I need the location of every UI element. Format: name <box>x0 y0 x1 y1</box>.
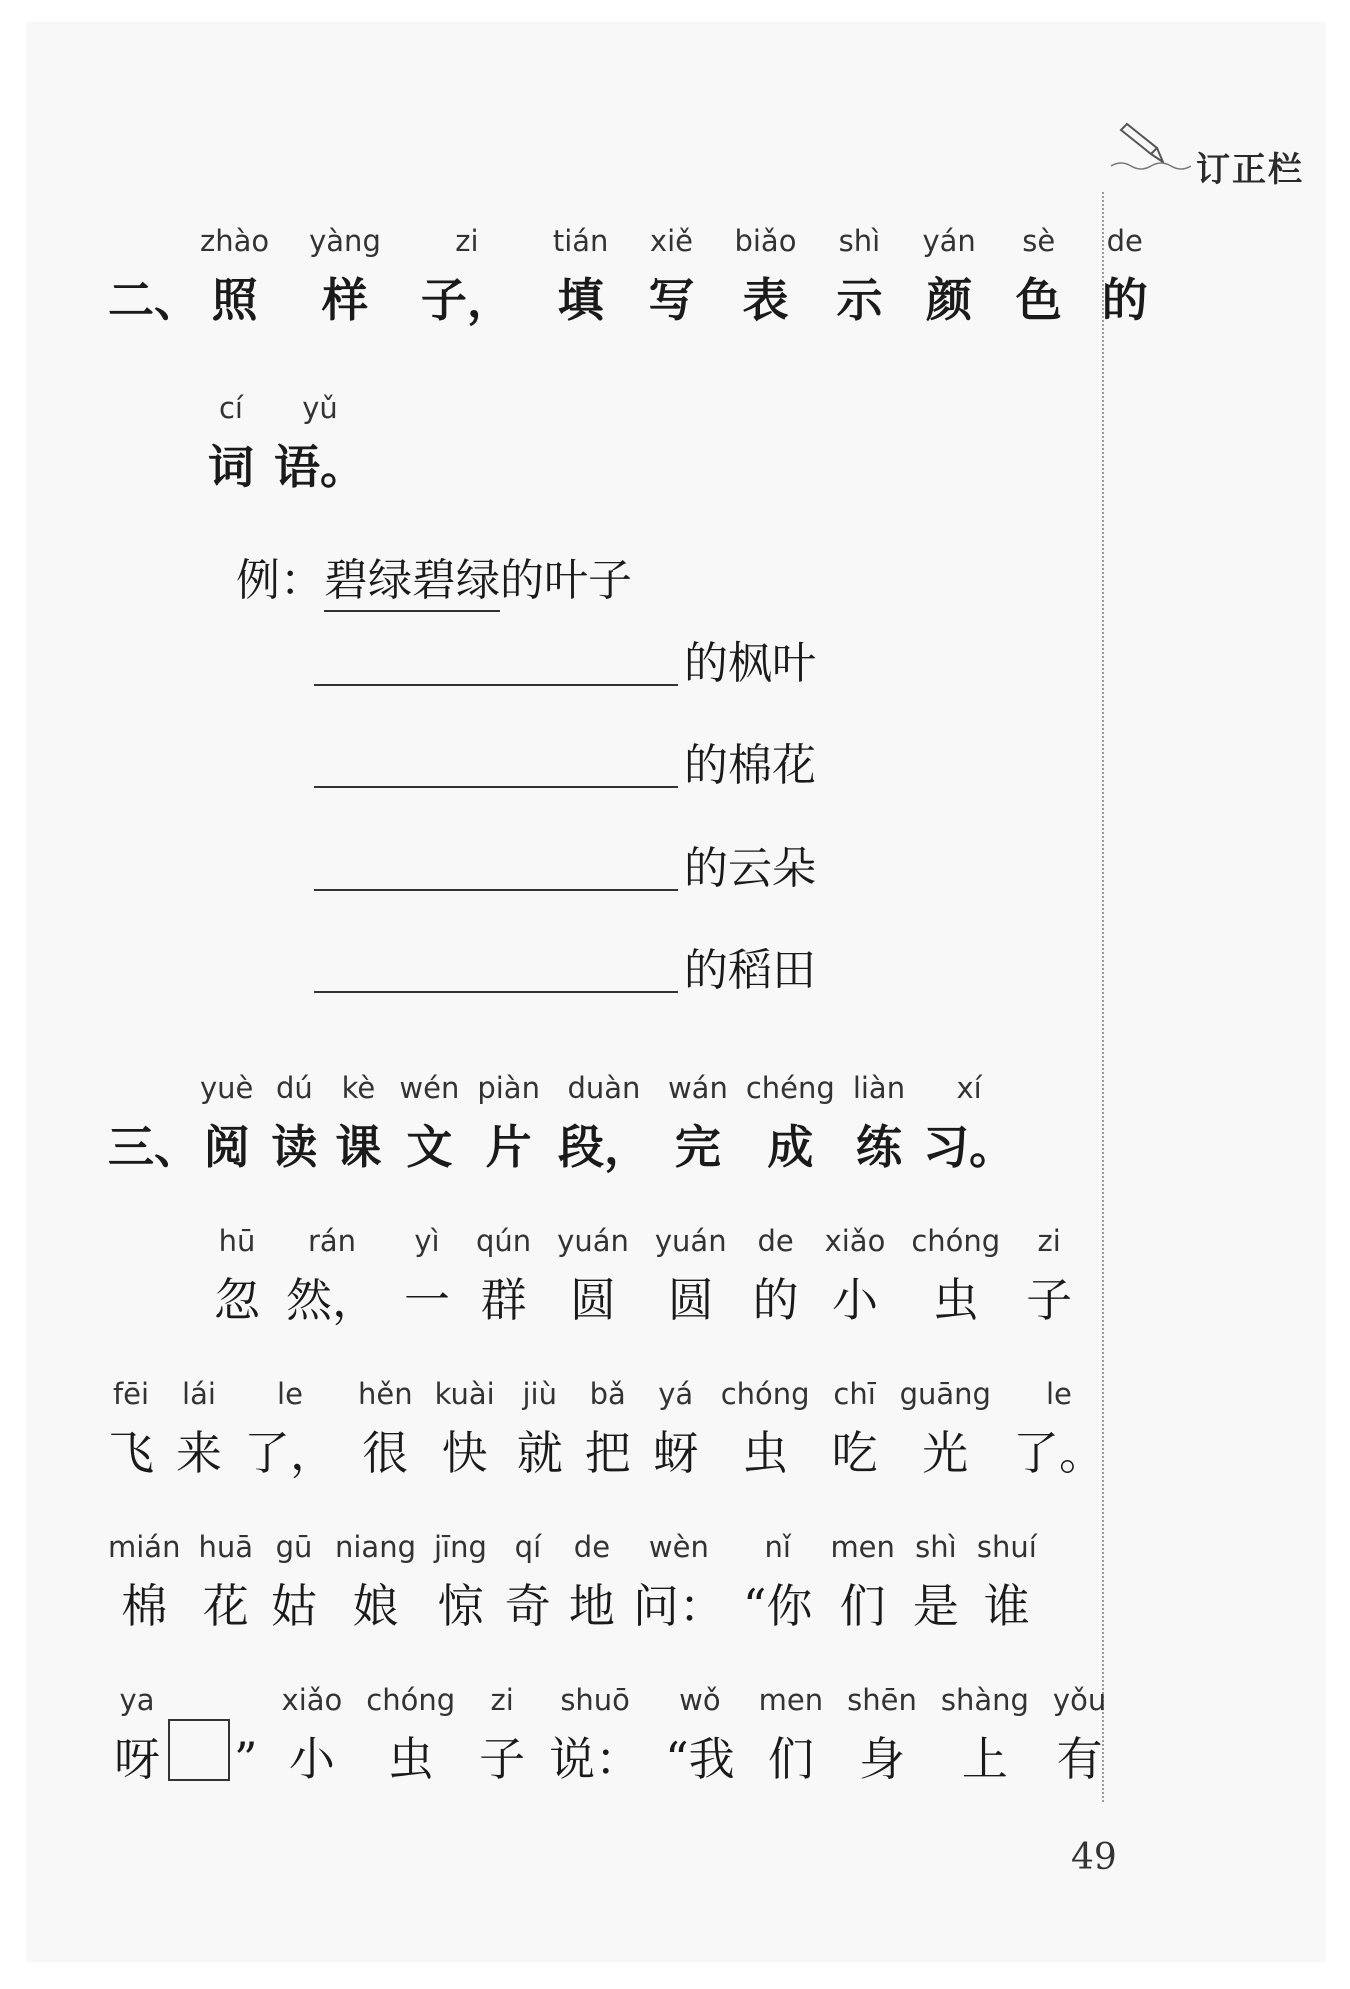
pinyin: shēn <box>847 1683 917 1717</box>
pinyin: wèn <box>648 1530 709 1564</box>
syllable <box>434 1530 487 1633</box>
pinyin: de <box>573 1530 611 1564</box>
hanzi: 片 <box>485 1120 532 1174</box>
pinyin: yuán <box>557 1224 629 1258</box>
pinyin: yǔ <box>302 391 338 425</box>
syllable <box>200 1071 254 1174</box>
hanzi: 飞 <box>108 1426 154 1480</box>
blank-suffix: 的云朵 <box>684 843 816 894</box>
section2-line1 <box>108 224 1188 327</box>
blank-maple[interactable] <box>314 638 816 689</box>
syllable <box>742 1530 813 1633</box>
syllable <box>847 1683 917 1786</box>
syllable <box>836 224 883 327</box>
syllable <box>176 1377 222 1480</box>
hanzi: 忽 <box>214 1273 260 1327</box>
hanzi: 虫 <box>932 1273 979 1327</box>
pinyin: piàn <box>477 1071 540 1105</box>
pinyin: kè <box>341 1071 376 1105</box>
hanzi: 词 <box>208 440 254 494</box>
pinyin: biǎo <box>734 224 797 258</box>
syllable <box>234 1686 258 1785</box>
pinyin: shuí <box>976 1530 1037 1564</box>
syllable <box>244 1377 336 1480</box>
syllable <box>274 391 366 494</box>
pinyin: dú <box>275 1071 313 1105</box>
pinyin: guāng <box>899 1377 991 1411</box>
hanzi: 示 <box>836 273 883 327</box>
answer-blank[interactable] <box>314 947 678 993</box>
passage-line1 <box>214 1224 1098 1327</box>
hanzi: 上 <box>961 1732 1008 1786</box>
pinyin: bǎ <box>589 1377 626 1411</box>
pinyin: chī <box>833 1377 876 1411</box>
hanzi: 来 <box>176 1426 222 1480</box>
pinyin: yǒu <box>1052 1683 1107 1717</box>
syllable <box>758 1683 824 1786</box>
pinyin: yuán <box>654 1224 727 1258</box>
hanzi: 完 <box>674 1120 721 1174</box>
example-underlined: 碧绿碧绿 <box>324 544 500 612</box>
section3-title <box>108 1071 1033 1174</box>
hanzi: 蚜 <box>652 1426 699 1480</box>
syllable <box>404 1224 450 1327</box>
hanzi: 虫 <box>742 1426 789 1480</box>
correction-column-title: 订正栏 <box>1196 150 1304 190</box>
pinyin: yuè <box>200 1071 254 1105</box>
pinyin: jīng <box>434 1530 487 1564</box>
hanzi: 有 <box>1056 1732 1103 1786</box>
hanzi: 习。 <box>923 1120 1016 1174</box>
syllable <box>1052 1683 1107 1786</box>
syllable <box>1012 1377 1105 1480</box>
pinyin: huā <box>198 1530 253 1564</box>
pinyin: cí <box>218 391 243 425</box>
hanzi: 表 <box>742 273 789 327</box>
hanzi: 圆 <box>667 1273 714 1327</box>
pinyin: wán <box>667 1071 728 1105</box>
example-rest: 的叶子 <box>500 555 632 606</box>
syllable <box>912 1530 959 1633</box>
syllable <box>568 1530 615 1633</box>
hanzi: 课 <box>335 1120 382 1174</box>
syllable <box>358 1377 413 1480</box>
syllable <box>899 1377 991 1480</box>
hanzi: 一 <box>404 1273 450 1327</box>
hanzi: 的 <box>1101 273 1148 327</box>
syllable <box>516 1377 563 1480</box>
syllable <box>504 1530 551 1633</box>
syllable <box>648 224 695 327</box>
hanzi: 姑 <box>271 1579 317 1633</box>
pinyin: gū <box>275 1530 313 1564</box>
passage-line2 <box>108 1377 1127 1480</box>
hanzi: 圆 <box>570 1273 617 1327</box>
pinyin: yì <box>414 1224 440 1258</box>
hanzi: 照 <box>211 273 258 327</box>
pinyin: yán <box>922 224 976 258</box>
pinyin: niang <box>335 1530 416 1564</box>
hanzi: 就 <box>516 1426 563 1480</box>
syllable <box>667 1071 728 1174</box>
pinyin: wén <box>399 1071 460 1105</box>
pinyin: sè <box>1022 224 1056 258</box>
hanzi: 了， <box>244 1426 336 1480</box>
syllable <box>830 1530 895 1633</box>
syllable <box>852 1071 906 1174</box>
hanzi: 段， <box>557 1120 650 1174</box>
hanzi: 棉 <box>121 1579 168 1633</box>
hanzi: 小 <box>288 1732 335 1786</box>
blank-cloud[interactable] <box>314 843 816 894</box>
syllable <box>476 1224 532 1327</box>
hanzi: 群 <box>480 1273 527 1327</box>
blank-suffix: 的稻田 <box>684 945 816 996</box>
hanzi: 子 <box>1026 1273 1073 1327</box>
pinyin: xiǎo <box>824 1224 886 1258</box>
syllable <box>271 1071 318 1174</box>
syllable <box>584 1377 631 1480</box>
syllable <box>752 1224 799 1327</box>
punctuation-answer-box[interactable] <box>168 1719 230 1781</box>
syllable <box>1101 224 1148 327</box>
pinyin: de <box>757 1224 794 1258</box>
pinyin: liàn <box>852 1071 906 1105</box>
hanzi: 写 <box>648 273 695 327</box>
pinyin: zi <box>490 1683 514 1717</box>
pinyin: rán <box>307 1224 357 1258</box>
blank-suffix: 的枫叶 <box>684 638 816 689</box>
syllable <box>1015 224 1062 327</box>
pinyin: shàng <box>940 1683 1029 1717</box>
passage-line4 <box>114 1683 1130 1786</box>
hanzi: 光 <box>922 1426 969 1480</box>
pinyin: jiù <box>522 1377 557 1411</box>
syllable <box>734 224 797 327</box>
pinyin: zhào <box>200 224 270 258</box>
hanzi: 把 <box>584 1426 631 1480</box>
syllable <box>1026 1224 1073 1327</box>
page-number: 49 <box>1071 1837 1117 1878</box>
pinyin: chóng <box>720 1377 810 1411</box>
blank-suffix: 的棉花 <box>684 740 816 791</box>
answer-blank[interactable] <box>314 742 678 788</box>
pinyin: men <box>830 1530 895 1564</box>
hanzi: 的 <box>752 1273 799 1327</box>
syllable <box>720 1377 810 1480</box>
pinyin: kuài <box>434 1377 495 1411</box>
pinyin: xí <box>956 1071 982 1105</box>
syllable <box>745 1071 835 1174</box>
syllable <box>399 1071 460 1174</box>
syllable <box>335 1530 416 1633</box>
syllable <box>108 1377 154 1480</box>
syllable <box>434 1377 495 1480</box>
pinyin: le <box>1046 1377 1072 1411</box>
syllable <box>335 1071 382 1174</box>
hanzi: 地 <box>568 1579 615 1633</box>
pinyin: fēi <box>112 1377 150 1411</box>
syllable <box>214 1224 260 1327</box>
hanzi: 练 <box>855 1120 902 1174</box>
hanzi: “你 <box>742 1579 813 1633</box>
syllable <box>557 1071 650 1174</box>
hanzi: 说： <box>549 1732 642 1786</box>
pinyin: le <box>277 1377 303 1411</box>
hanzi: 语。 <box>274 440 366 494</box>
hanzi: 填 <box>557 273 604 327</box>
hanzi: 子 <box>479 1732 526 1786</box>
hanzi: 了。 <box>1012 1426 1105 1480</box>
syllable <box>477 1071 540 1174</box>
hanzi: 问： <box>632 1579 725 1633</box>
pinyin: qí <box>514 1530 542 1564</box>
pinyin: zi <box>455 224 479 258</box>
blank-paddy[interactable] <box>314 945 816 996</box>
hanzi: 虫 <box>387 1732 434 1786</box>
syllable <box>922 224 976 327</box>
hanzi: 很 <box>362 1426 409 1480</box>
hanzi: 成 <box>767 1120 814 1174</box>
pinyin: qún <box>476 1224 532 1258</box>
hanzi: 花 <box>202 1579 249 1633</box>
hanzi: 奇 <box>504 1579 551 1633</box>
workbook-page <box>26 22 1326 1962</box>
syllable <box>557 1224 629 1327</box>
syllable <box>208 391 254 494</box>
hanzi: 们 <box>839 1579 886 1633</box>
hanzi: 惊 <box>437 1579 484 1633</box>
hanzi: “我 <box>665 1732 735 1786</box>
pinyin: hū <box>218 1224 256 1258</box>
section2-number: 二、 <box>108 273 200 327</box>
section2-line2 <box>208 391 386 494</box>
passage-syllable: ya 呀 <box>114 1683 160 1786</box>
answer-blank[interactable] <box>314 845 678 891</box>
syllable <box>665 1683 735 1786</box>
hanzi: 子， <box>420 273 513 327</box>
syllable <box>911 1224 1001 1327</box>
example-line <box>236 544 632 612</box>
hanzi: 色 <box>1015 273 1062 327</box>
syllable <box>549 1683 642 1786</box>
syllable <box>479 1683 526 1786</box>
hanzi: 文 <box>406 1120 453 1174</box>
syllable <box>824 1224 886 1327</box>
syllable <box>552 224 609 327</box>
hanzi: 身 <box>859 1732 905 1786</box>
pinyin: duàn <box>567 1071 641 1105</box>
syllable <box>940 1683 1029 1786</box>
syllable <box>923 1071 1016 1174</box>
hanzi: ” <box>234 1732 258 1786</box>
pinyin: wǒ <box>679 1683 721 1717</box>
syllable <box>198 1530 253 1633</box>
pinyin: zi <box>1037 1224 1061 1258</box>
pinyin: shuō <box>560 1683 630 1717</box>
hanzi: 快 <box>441 1426 488 1480</box>
pinyin: shì <box>915 1530 957 1564</box>
answer-blank[interactable] <box>314 640 678 686</box>
pencil-icon <box>1111 122 1191 172</box>
syllable <box>654 1224 727 1327</box>
syllable <box>831 1377 878 1480</box>
hanzi: 娘 <box>352 1579 399 1633</box>
pinyin: mián <box>108 1530 181 1564</box>
hanzi: 们 <box>767 1732 814 1786</box>
hanzi: 谁 <box>983 1579 1030 1633</box>
syllable <box>281 1683 343 1786</box>
pinyin: de <box>1106 224 1143 258</box>
syllable <box>632 1530 725 1633</box>
pinyin: xiě <box>649 224 693 258</box>
hanzi: 颜 <box>926 273 973 327</box>
syllable <box>200 224 270 327</box>
hanzi: 小 <box>831 1273 878 1327</box>
pinyin: men <box>758 1683 824 1717</box>
hanzi: 样 <box>321 273 368 327</box>
pinyin: nǐ <box>764 1530 791 1564</box>
pinyin: chéng <box>745 1071 835 1105</box>
syllable <box>652 1377 699 1480</box>
hanzi: 然， <box>286 1273 378 1327</box>
example-label: 例： <box>236 555 324 606</box>
hanzi: 吃 <box>831 1426 878 1480</box>
pinyin: chóng <box>366 1683 456 1717</box>
pinyin: shì <box>838 224 881 258</box>
syllable <box>271 1530 317 1633</box>
hanzi: 是 <box>912 1579 959 1633</box>
passage-line3 <box>108 1530 1055 1633</box>
syllable <box>108 1530 181 1633</box>
pinyin: yá <box>658 1377 694 1411</box>
pinyin: tián <box>552 224 609 258</box>
hanzi: 阅 <box>203 1120 250 1174</box>
pinyin: xiǎo <box>281 1683 343 1717</box>
pinyin: lái <box>182 1377 216 1411</box>
pinyin: yàng <box>309 224 381 258</box>
syllable <box>366 1683 456 1786</box>
syllable <box>286 1224 378 1327</box>
pinyin: chóng <box>911 1224 1001 1258</box>
correction-divider <box>1102 192 1104 1802</box>
syllable <box>976 1530 1037 1633</box>
pinyin: hěn <box>358 1377 413 1411</box>
hanzi: 读 <box>271 1120 318 1174</box>
syllable <box>309 224 381 327</box>
section3-number: 三、 <box>108 1120 200 1174</box>
syllable <box>420 224 513 327</box>
blank-cotton[interactable] <box>314 740 816 791</box>
